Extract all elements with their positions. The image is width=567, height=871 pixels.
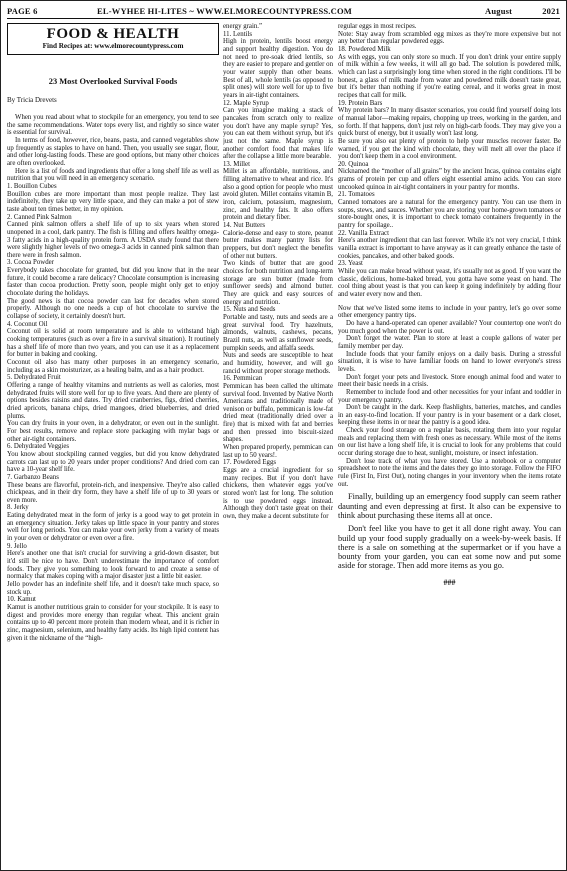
text-line: 2. Canned Pink Salmon — [7, 213, 72, 221]
text-line: Nicknamed the “mother of all grains” by the ancient Incas, quinoa contains eight grams of protein per cup and offers eight essential amino acids. You can store uncooked quinoa in air-tight containers in your pantry for months. — [338, 168, 561, 191]
text-line: 18. Powdered Milk — [338, 45, 391, 53]
text-line: 20. Quinoa — [338, 160, 369, 168]
text-line: Canned tomatoes are a natural for the emergency pantry. You can use them in soups, stews, and sauces. Whether you are storing your home-grown tomatoes or store-bought ones, it is important to check tomato containers frequently in the pantry for spoilage.. — [338, 199, 561, 230]
text-line: 14. Nut Butters — [223, 222, 266, 230]
tip-paragraph: Check your food storage on a regular basis, rotating them into your regular meals and replacing them with fresh ones as necessary. While most of the items on our list have a long shelf life, it is crucial to look for any problems that could occur during storage due to heat, sunlight, moisture, or insect infestation. — [338, 427, 561, 458]
article-headline: 23 Most Overlooked Survival Foods — [48, 77, 178, 86]
section-subtitle: Find Recipes at: www.elmorecountypress.com — [42, 42, 184, 50]
column-1 — [7, 23, 219, 864]
text-line: While you can make bread without yeast, it's usually not as good. If you want the classic, delicious, home-baked bread, you gotta have some yeast on hand. The cool thing about yeast is that you can keep it going indefinitely by adding flour and water every now and then. — [338, 268, 561, 298]
text-line: Here's another ingredient that can last forever. While it's not very crucial, I think vanilla extract is important to have anyway as it can greatly enhance the taste of cookies, pancakes, and other baked goods. — [338, 237, 561, 260]
text-line: 7. Garbanzo Beans — [7, 473, 59, 481]
text-line: Coconut oil also has many other purposes in an emergency scenario, including as a skin moisturizer, as a healing balm, and as a hair product. — [7, 359, 219, 374]
text-line: High in protein, lentils boost energy and support healthy digestion. You do not need to pre-soak dried lentils, so they are easier to prepare and gentler on your water supply than other beans. Best of all, whole lentils (as opposed to split ones) will store well for up to five years in air-tight containers. — [223, 38, 333, 99]
end-mark: ### — [443, 577, 456, 587]
text-line: energy grain.” — [223, 23, 263, 30]
text-line: Everybody takes chocolate for granted, but did you know that in the near future, it could become a rare delicacy? Chocolate consumption is increasing faster than cocoa production. Pretty soon, people might only get to enjoy chocolate during the holidays. — [7, 267, 219, 298]
text-line: You know about stockpiling canned veggies, but did you know dehydrated carrots can last up to 20 years under proper conditions? And dried corn can have a 10-year shelf life. — [7, 450, 219, 474]
text-line: 3. Cocoa Powder — [7, 259, 54, 267]
text-line: 19. Protein Bars — [338, 99, 383, 107]
text-line: 9. Jello — [7, 542, 27, 550]
text-line: These beans are flavorful, protein-rich, and inexpensive. They're also called chickpeas, and in their dry form, they have a shelf life of up to 30 years or even more. — [7, 481, 219, 504]
column-3 — [338, 23, 561, 864]
byline: By Tricia Drevets — [7, 96, 57, 104]
section-banner — [7, 23, 219, 55]
closing-paragraphs — [338, 492, 561, 570]
text-line: Coconut oil is solid at room temperature and is able to withstand high cooking temperatures (such as over a fire in a survival situation). It routinely has a shelf life of more than two years, and you can use it as a replacement for butter in baking and cooking. — [7, 328, 219, 359]
tips-list — [338, 320, 561, 488]
intro-paragraph: In terms of food, however, rice, beans, pasta, and canned vegetables show up frequently as staples to have on hand. Then, you usually see sugar, flour, and other long-lasting foods. These are good options, but many other choices are often overlooked. — [7, 136, 219, 167]
text-line: 16. Pemmican — [223, 375, 263, 383]
text-line: 12. Maple Syrup — [223, 99, 269, 107]
text-line: Portable and tasty, nuts and seeds are a great survival food. Try hazelnuts, almonds, walnuts, cashews, pecans, Brazil nuts, as well as sunflower seeds, pumpkin seeds, and alfalfa seeds. — [223, 313, 333, 352]
text-line: 11. Lentils — [223, 30, 253, 38]
tip-paragraph: Don't forget your pets and livestock. Store enough animal food and water to meet their basic needs in a crisis. — [338, 373, 561, 389]
intro-paragraph: Here is a list of foods and ingredients that offer a long shelf life as well as nutrition that you will need in an emergency scenario. — [7, 167, 219, 183]
article-intro — [7, 114, 219, 183]
masthead: EL-WYHEE HI-LITES ~ WWW.ELMORECOUNTYPRESS.COM — [97, 6, 353, 16]
text-line: Jello powder has an indefinite shelf life, and it doesn't take much space, so stock up. — [7, 581, 219, 596]
text-line: Why protein bars? In many disaster scenarios, you could find yourself doing lots of manual labor—making repairs, chopping up trees, working in the garden, and so forth. If that happens, don't just rely on high-carb foods. They may give you a quick burst of energy, but it usually won't last long. — [338, 107, 561, 138]
text-line: When prepared properly, pemmican can last up to 50 years!. — [223, 444, 333, 459]
tip-paragraph: Don't forget the water. Plan to store at least a couple gallons of water per family member per day. — [338, 335, 561, 350]
tip-paragraph: Include foods that your family enjoys on a daily basis. During a stressful situation, it is wise to have familiar foods on hand to lower everyone's stress levels. — [338, 350, 561, 373]
issue-year: 2021 — [542, 6, 560, 16]
text-line: Can you imagine making a stack of pancakes from scratch only to realize you don't have any maple syrup? Yes, you can eat them without syrup, but it's just not the same. Maple syrup is another comfort food that makes life after the collapse a little more bearable. — [223, 107, 333, 161]
text-line: 1. Bouillon Cubes — [7, 182, 57, 190]
text-line: 15. Nuts and Seeds — [223, 306, 276, 314]
text-line: As with eggs, you can only store so much. If you don't drink your entire supply of milk within a few weeks, it will all go bad. The solution is powdered milk, which can last a surprisingly long time when stored in the right conditions. I'll be honest, a glass of milk made from water and powdered milk doesn't taste great, but it's better than nothing if you're eating cereal, and it works great in most recipes that call for milk. — [338, 53, 561, 99]
text-line: 5. Dehydrated Fruit — [7, 374, 61, 382]
tip-paragraph: Don't be caught in the dark. Keep flashlights, batteries, matches, and candles in an easy-to-find location. If your pantry is in your basement or a dark closet, keeping these items in or near the pantry is a good idea. — [338, 404, 561, 427]
tip-paragraph: Remember to include food and other necessities for your infant and toddler in your emergency pantry. — [338, 388, 561, 404]
text-line: regular eggs in most recipes. — [338, 23, 417, 30]
column-1-body — [7, 183, 219, 642]
text-line: 23. Yeast — [338, 260, 363, 268]
text-line: You can dry fruits in your oven, in a dehydrator, or even out in the sunlight. For best results, remove and replace store packaging with mylar bags or other air-tight containers. — [7, 420, 219, 443]
tip-paragraph: Do have a hand-operated can opener available? Your countertop one won't do you much good when the power is out. — [338, 319, 561, 335]
page-number: PAGE 6 — [7, 6, 38, 16]
text-line: Offering a range of healthy vitamins and nutrients as well as calories, most dehydrated fruits will store well for up to five years. And there are plenty of options besides raisins and dates. Try dried cranberries, figs, dried cherries, dried apricots, banana chips, dried mangoes, dried blueberries, and dried plums. — [7, 381, 219, 420]
text-line: Canned pink salmon offers a shelf life of up to six years when stored unopened in a cool, dark pantry. The fish is filling and offers healthy omega-3 fatty acids in a high-quality protein form. A USDA study found that there were slightly higher levels of two omega-3 acids in canned pink salmon than there were in fresh salmon. — [7, 221, 219, 259]
intro-paragraph: When you read about what to stockpile for an emergency, you tend to see the same recommendations. Water tops every list, and rightly so since water is essential for survival. — [7, 114, 219, 137]
text-line: Bouillon cubes are more important than most people realize. They last indefinitely, they take up very little space, and they can make a pot of stew taste about ten times better, in my opinion. — [7, 190, 219, 213]
text-line: 22. Vanilla Extract — [338, 229, 389, 237]
column-3-body — [338, 23, 561, 299]
text-line: Nuts and seeds are susceptible to heat and humidity, however, and will go rancid without proper storage methods. — [223, 352, 333, 375]
header-rule — [7, 18, 560, 19]
page-header — [7, 4, 560, 18]
column-2 — [223, 23, 333, 864]
tip-paragraph: Don't lose track of what you have stored. Use a notebook or a computer spreadsheet to note the items and the dates they go into storage. Follow the FIFO rule (First In, First Out), noting changes in your inventory when the items rotate out. — [338, 457, 561, 488]
issue-month: August — [485, 6, 513, 16]
text-line: Calorie-dense and easy to store, peanut butter makes many pantry lists for preppers, but don't neglect the benefits of other nut butters. — [223, 229, 333, 260]
text-line: The good news is that cocoa powder can last for decades when stored properly. Although no one needs a cup of hot chocolate to survive the collapse of society, it certainly doesn't hurt. — [7, 297, 219, 321]
text-line: Two kinds of butter that are good choices for both nutrition and long-term storage are sun butter (made from sunflower seeds) and almond butter. They are quick and easy sources of energy and nutrition. — [223, 260, 333, 306]
text-line: 8. Jerky — [7, 504, 29, 512]
text-line: Pemmican has been called the ultimate survival food. Invented by Native North Americans and traditionally made of venison or buffalo, pemmican is low-fat dried meat (traditionally dried over a fire) that is mixed with fat and berries and then pressed into biscuit-sized shapes. — [223, 382, 333, 444]
text-line: Millet is an affordable, nutritious, and filling alternative to wheat and rice. It's also a good option for people who must avoid gluten. Millet contains vitamin B, iron, calcium, potassium, magnesium, zinc, and healthy fats. It also offers protein and dietary fiber. — [223, 168, 333, 222]
text-line: 13. Millet — [223, 160, 250, 168]
text-line: Eggs are a crucial ingredient for so many recipes. But if you don't have chickens, then whatever eggs you've stored won't last for long. The solution is to use powdered eggs instead. Although they don't taste great on their own, they make a decent substitute for — [223, 467, 333, 520]
section-title: FOOD & HEALTH — [46, 26, 180, 42]
text-line: Kamut is another nutritious grain to consider for your stockpile. It is easy to digest and provides more energy than regular wheat. This ancient grain contains up to 40 percent more protein than modern wheat, and it is richer in zinc, magnesium, selenium, and healthy fatty acids. Its high lipid content has given it the nickname of the “high- — [7, 604, 219, 642]
text-line: 10. Kamut — [7, 596, 36, 604]
text-line: Eating dehydrated meat in the form of jerky is a good way to get protein in an emergency situation. Jerky takes up little space in your pantry and stores well for long periods. You can make your own jerky from a variety of meats in your oven or dehydrator or even over a fire. — [7, 512, 219, 543]
text-line: 4. Coconut Oil — [7, 320, 48, 328]
text-line: 17. Powdered Eggs — [223, 459, 277, 467]
tips-intro: Now that we've listed some items to include in your pantry, let's go over some other emergency pantry tips. — [338, 304, 561, 320]
text-line: Be sure you also eat plenty of protein to help your muscles recover faster. Be warned, if you get the kind with chocolate, they will melt all over the place if you don't keep them in a cool environment. — [338, 137, 561, 161]
closing-paragraph: Don't feel like you have to get it all done right away. You can build up your food supply gradually on a week-by-week basis. If there is a sale on something at the supermarket or if you have a bounty from your garden, you can eat some now and put some aside for storage. Then add more items as you go. — [338, 524, 561, 571]
text-line: 21. Tomatoes — [338, 191, 375, 199]
text-line: Note: Stay away from scrambled egg mixes as they're more expensive but not any better than regular powdered eggs. — [338, 30, 561, 46]
text-line: 6. Dehydrated Veggies — [7, 443, 70, 451]
closing-paragraph: Finally, building up an emergency food supply can seem rather daunting and even depressing at first. It also can be expensive to think about purchasing these items all at once. — [338, 492, 561, 520]
text-line: Here's another one that isn't crucial for surviving a grid-down disaster, but it'd still be nice to have. Don't underestimate the importance of comfort foods. They give you something to look forward to and create a sense of normalcy that makes coping with a major disaster just a little bit easier. — [7, 550, 219, 581]
